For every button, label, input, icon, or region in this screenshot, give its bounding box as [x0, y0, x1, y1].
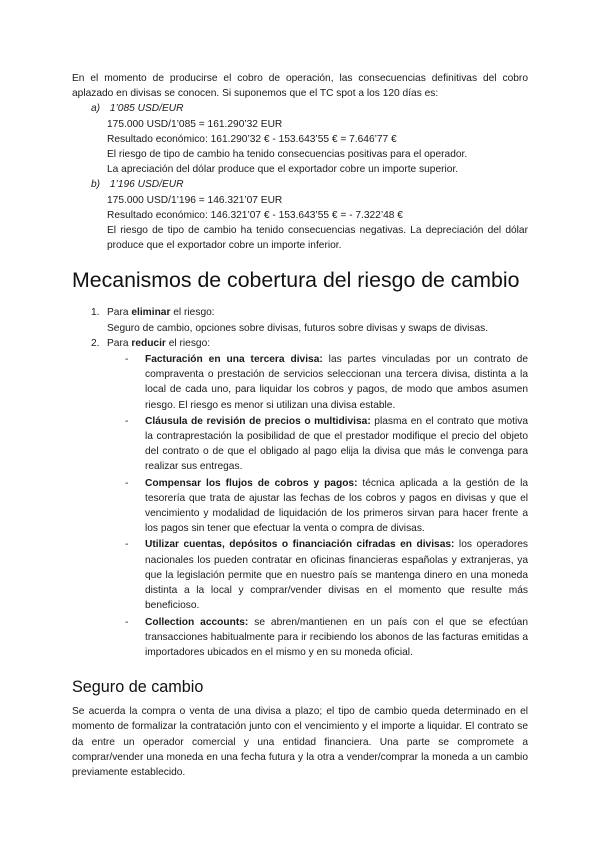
scenario-b-line: El riesgo de tipo de cambio ha tenido consecuencias negativas. La depreciación del dólar produce que el exportador cobre un importe inferior.: [107, 225, 528, 252]
method-term: Facturación en una tercera divisa:: [145, 354, 323, 366]
dash-bullet: -: [125, 477, 129, 489]
scenario-a-line: 175.000 USD/1’085 = 161.290’32 EUR: [107, 118, 283, 130]
scenario-a: [72, 101, 528, 177]
dash-bullet: -: [125, 354, 129, 366]
scenario-b-label: b): [91, 179, 101, 191]
list-item-keyword: eliminar: [131, 307, 171, 319]
closing-paragraph: Se acuerda la compra o venta de una divisa a plazo; el tipo de cambio queda determinado en el momento de formalizar la contratación junto con el vencimiento y el importe a liquidar. El contrato se da entre un operador comercial y una entidad financiera. Una parte se compromete a comprar/vender una moneda en una fecha futura y la otra a vender/comprar la moneda a un cambio previamente establecido.: [72, 706, 528, 778]
method-term: Utilizar cuentas, depósitos o financiación cifradas en divisas:: [145, 539, 455, 551]
dash-bullet: -: [125, 415, 129, 427]
list-item: [72, 414, 528, 475]
list-item-post: el riesgo:: [170, 307, 215, 319]
scenario-b-line: Resultado económico: 146.321’07 € - 153.643’55 € = - 7.322’48 €: [107, 209, 403, 221]
scenario-b-rate: 1’196 USD/EUR: [109, 179, 184, 191]
scenario-a-heading: [72, 101, 528, 116]
scenario-a-line: El riesgo de tipo de cambio ha tenido consecuencias positivas para el operador.: [107, 149, 468, 161]
scenario-a-line: Resultado económico: 161.290’32 € - 153.643’55 € = 7.646’77 €: [107, 133, 397, 145]
reduce-methods-list: [72, 352, 528, 660]
method-text: plasma en el contrato que motiva la contraprestación la posibilidad de que el prestador modifique el precio del objeto del contrato o de que el obligado al pago elija la divisa que más le convenga para realizar sus entregas.: [145, 415, 528, 473]
mechanisms-list: [72, 305, 528, 351]
scenario-b: [72, 177, 528, 253]
list-item-title: [107, 336, 528, 351]
list-item-title: [107, 305, 528, 320]
method-term: Cláusula de revisión de precios o multidivisa:: [145, 415, 371, 427]
scenario-a-lines: [72, 117, 528, 178]
list-item-reducir: [72, 336, 528, 351]
scenario-b-lines: [72, 193, 528, 254]
list-item-pre: Para: [107, 307, 132, 319]
dash-bullet: -: [125, 616, 129, 628]
scenario-a-rate: 1’085 USD/EUR: [109, 103, 184, 115]
dash-bullet: -: [125, 539, 129, 551]
list-item: [72, 352, 528, 413]
list-item-eliminar: [72, 305, 528, 335]
list-number: 1.: [91, 307, 100, 319]
scenario-a-line: La apreciación del dólar produce que el exportador cobre un importe superior.: [107, 164, 459, 176]
list-number: 2.: [91, 337, 100, 349]
intro-paragraph: En el momento de producirse el cobro de operación, las consecuencias definitivas del cobro aplazado en divisas se conocen. Si suponemos que el TC spot a los 120 días es:: [72, 73, 528, 100]
method-text: se abren/mantienen en un país con el que se efectúan transacciones habitualmente para ir recibiendo los abonos de las facturas emitidas a importadores ubicados en el mismo y en su moneda oficial.: [145, 616, 528, 658]
method-text: técnica aplicada a la gestión de la tesorería que trata de ajustar las fechas de los cobros y pagos en divisas y que el vencimiento y modalidad de liquidación de los primeros sirvan para hacer frente a los pagos sin tener que efectuar la venta o compra de divisas.: [145, 477, 528, 535]
scenario-b-line: 175.000 USD/1’196 = 146.321’07 EUR: [107, 194, 283, 206]
list-item: [72, 615, 528, 661]
list-item: [72, 476, 528, 537]
section-heading-cobertura: Mecanismos de cobertura del riesgo de cambio: [72, 268, 520, 293]
list-item-keyword: reducir: [131, 337, 166, 349]
list-item-pre: Para: [107, 337, 132, 349]
scenario-b-heading: [72, 177, 528, 192]
method-text: los operadores nacionales los pueden contratar en oficinas financieras españolas y extranjeras, ya que la legislación permite que en nuestro país se mantenga dinero en una moneda distinta a la local y comprar/vender divisas en el momento que resulte más beneficioso.: [145, 539, 528, 612]
list-item: [72, 537, 528, 613]
section-heading-seguro: Seguro de cambio: [72, 678, 204, 697]
list-item-detail: Seguro de cambio, opciones sobre divisas, futuros sobre divisas y swaps de divisas.: [107, 322, 489, 334]
method-term: Collection accounts:: [145, 616, 249, 628]
list-item-post: el riesgo:: [165, 337, 211, 349]
scenario-a-label: a): [91, 103, 101, 115]
method-term: Compensar los flujos de cobros y pagos:: [145, 477, 358, 489]
method-text: las partes vinculadas por un contrato de compraventa o prestación de servicios seleccionan una tercera divisa, distinta a la local de cada uno, para liquidar los cobros y pagos, de modo que ambos asumen riesgo. El riesgo es menor si utilizan una divisa estable.: [145, 354, 528, 411]
